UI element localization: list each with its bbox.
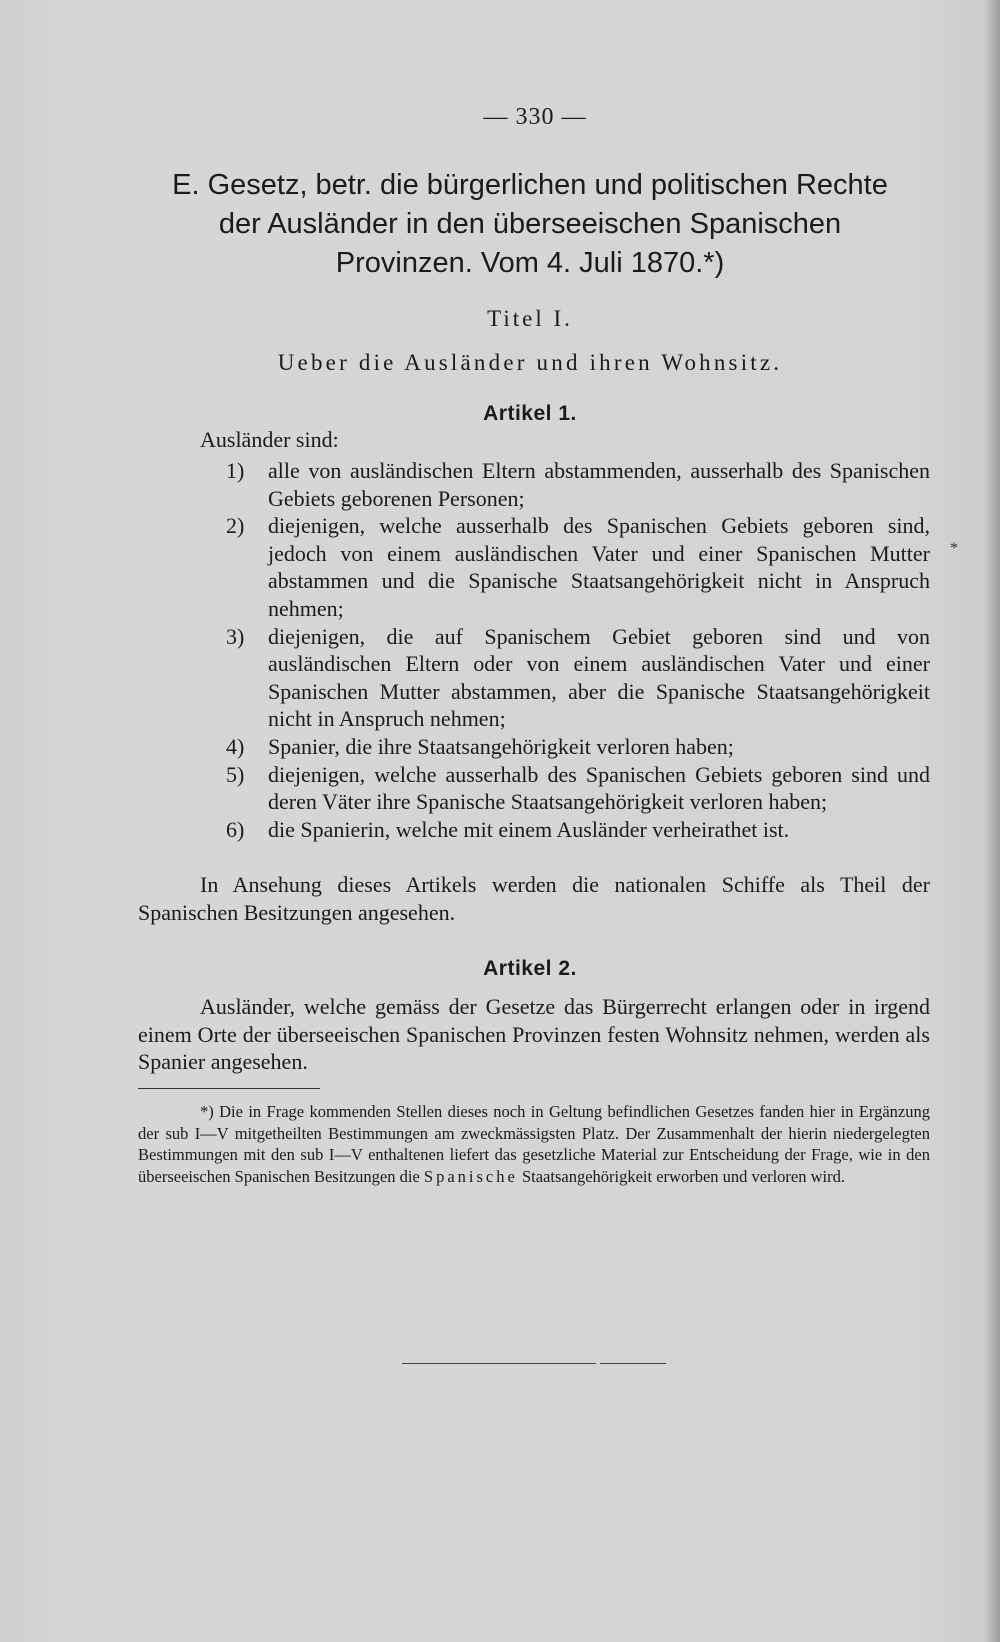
section-title: Titel I.: [487, 306, 573, 331]
title-line-3: Provinzen. Vom 4. Juli 1870.*): [335, 247, 725, 279]
footnote-divider: [138, 1088, 320, 1089]
footnote-spaced-word: Spanische: [423, 1166, 518, 1186]
title-line-1: E. Gesetz, betr. die bürgerlichen und politischen Rechte: [172, 169, 888, 201]
artikel-2-heading: Artikel 2.: [483, 957, 577, 980]
artikel-2-text: Ausländer, welche gemäss der Gesetze das Bürgerrecht erlangen oder in irgend einem Orte der überseeischen Spanischen Provinzen festen Wohnsitz nehmen, werden als Spanier angesehen.: [138, 994, 930, 1074]
artikel-1-list: [226, 457, 930, 843]
end-rule-right: [600, 1363, 666, 1364]
list-item-text: diejenigen, welche ausserhalb des Spanischen Gebiets geboren sind, jedoch von einem ausländischen Vater und einer Spanischen Mutter abstammen und die Spanische Staatsangehörigkeit nicht in Anspruch nehmen;: [268, 513, 930, 621]
page-number: — 330 —: [483, 104, 587, 130]
list-item-text: diejenigen, welche ausserhalb des Spanischen Gebiets geboren sind und deren Väter ihre Spanische Staatsangehörigkeit verloren haben;: [268, 761, 930, 815]
footnote: [138, 1101, 930, 1187]
section-subtitle: Ueber die Ausländer und ihren Wohnsitz.: [277, 350, 783, 375]
title-line-2: der Ausländer in den überseeischen Spanischen: [218, 208, 842, 240]
footnote-text: *) Die in Frage kommenden Stellen dieses noch in Geltung befindlichen Gesetzes fanden hier in Ergänzung der sub I—V mitgetheilten Bestimmungen am zweckmässigsten Platz. Der Zusammenhalt der hierin niedergelegten Bestimmungen mit den sub I—V enthaltenen liefert das gesetzliche Material zur Entscheidung der Frage, wie in den überseeischen Spanischen Besitzungen die: [138, 1102, 930, 1186]
list-item-number: 1): [226, 458, 245, 483]
list-item-number: 2): [226, 513, 245, 539]
list-item: [226, 761, 930, 816]
page-edge: [986, 0, 1000, 1642]
page-title: [130, 166, 930, 283]
list-item: [226, 457, 930, 512]
list-item: [226, 512, 930, 622]
list-item-text: Spanier, die ihre Staatsangehörigkeit verloren haben;: [268, 733, 734, 759]
list-item-number: 5): [226, 761, 245, 787]
list-item-number: 4): [226, 733, 245, 759]
list-item-text: die Spanierin, welche mit einem Ausländer verheirathet ist.: [268, 816, 790, 842]
list-item-text: diejenigen, die auf Spanischem Gebiet geboren sind und von ausländischen Eltern oder von einem ausländischen Vater und einer Spanischen Mutter abstammen, aber die Spanische Staatsangehörigkeit nicht in Anspruch nehmen;: [268, 623, 930, 732]
end-rule-left: [402, 1363, 596, 1364]
artikel-1-heading: Artikel 1.: [483, 402, 577, 425]
artikel-1-closing: In Ansehung dieses Artikels werden die nationalen Schiffe als Theil der Spanischen Besitzungen angesehen.: [138, 872, 930, 925]
list-item: [226, 733, 930, 761]
artikel-1-intro: Ausländer sind:: [200, 427, 339, 452]
list-item: [226, 623, 930, 733]
margin-mark: *: [950, 540, 958, 557]
list-item-number: 3): [226, 623, 245, 649]
list-item: [226, 816, 930, 844]
footnote-text-end: Staatsangehörigkeit erworben und verloren wird.: [521, 1166, 845, 1186]
list-item-number: 6): [226, 816, 245, 842]
list-item-text: alle von ausländischen Eltern abstammenden, ausserhalb des Spanischen Gebiets geborenen Personen;: [268, 458, 930, 511]
